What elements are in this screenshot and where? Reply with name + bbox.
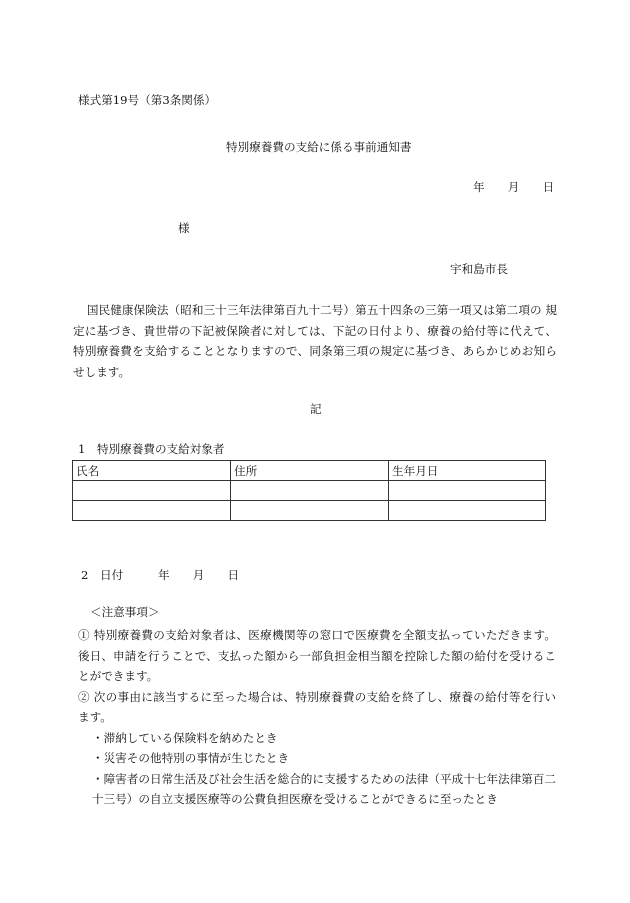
- table-cell: [231, 501, 389, 521]
- note-item-1: ① 特別療養費の支給対象者は、医療機関等の窓口で医療費を全額支払っていただきます。後日、申請を行うことで、支払った額から一部負担金相当額を控除した額の給付を受けることができます。: [78, 628, 556, 683]
- header-name: 氏名: [73, 461, 231, 481]
- note-bullet-3: ・障害者の日常生活及び社会生活を総合的に支援するための法律（平成十七年法律第百二十三号）の自立支援医療等の公費負担医療を受けることができるに至ったとき: [92, 771, 556, 806]
- header-address: 住所: [231, 461, 389, 481]
- note-bullet-2: ・災害その他特別の事情が生じたとき: [92, 751, 290, 765]
- note-item-2: ② 次の事由に該当するに至った場合は、特別療養費の支給を終了し、療養の給付等を行います。: [78, 689, 556, 724]
- table-cell: [389, 481, 546, 501]
- note-bullet-1: ・滞納している保険料を納めたとき: [92, 730, 278, 745]
- ki-heading: 記: [310, 402, 322, 416]
- date-line: 年 月 日: [473, 180, 555, 194]
- table-cell: [389, 501, 546, 521]
- header-birthdate: 生年月日: [389, 461, 546, 481]
- recipient-suffix: 様: [178, 221, 190, 235]
- section1-heading: 1 特別療養費の支給対象者: [78, 442, 225, 456]
- table-cell: [231, 481, 389, 501]
- notes-list: [78, 625, 556, 810]
- table-header-row: [73, 461, 546, 481]
- issuer: 宇和島市長: [450, 262, 508, 276]
- body-text: 国民健康保険法（昭和三十三年法律第百九十二号）第五十四条の三第一項又は第二項の 規定に基づき、貴世帯の下記被保険者に対しては、下記の日付より、療養の給付等に代えて、特別療養費を支給することとなりますので、同条第三項の規定に基づき、あらかじめお知らせします。: [73, 303, 557, 379]
- section2-date: 2 日付 年 月 日: [81, 568, 240, 582]
- table-row: [73, 501, 546, 521]
- table-row: [73, 481, 546, 501]
- document-title: 特別療養費の支給に係る事前通知書: [226, 140, 412, 154]
- notes-heading: ＜注意事項＞: [90, 605, 160, 619]
- table-cell: [73, 481, 231, 501]
- target-persons-table: [72, 460, 546, 521]
- form-number: 様式第19号（第3条関係）: [78, 93, 217, 107]
- table-cell: [73, 501, 231, 521]
